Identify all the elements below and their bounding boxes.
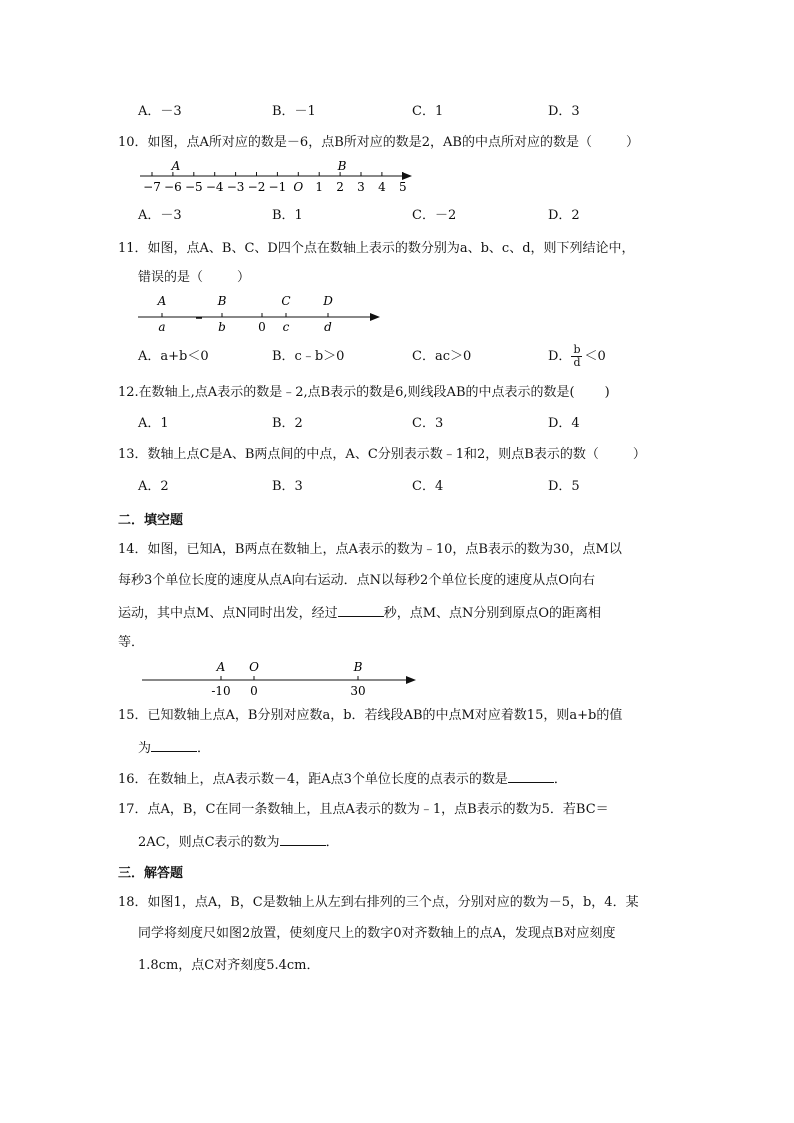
q18-line3: 1.8cm，点C对齐刻度5.4cm． [138,958,320,973]
q12-option-d[interactable]: D．4 [548,416,580,431]
q10-options [138,206,658,226]
q10-axis-tick-label: 1 [315,180,324,194]
q11-question-line1: 11．如图，点A、B、C、D四个点在数轴上表示的数分别为a、b、c、d，则下列结论中， [118,241,635,256]
q10-number-line [138,158,428,198]
q11-point-d-label: D [323,294,333,308]
q9-option-b[interactable]: B．－1 [272,104,316,119]
q14-point-o-label: O [249,660,259,674]
q11-value-d: d [324,320,332,334]
q11-number-line [138,290,388,334]
q11-option-b[interactable]: B．c﹣b＞0 [272,349,345,364]
q10-axis-tick-label: −5 [184,180,203,194]
q14-number-line [140,656,430,702]
q10-axis-tick-label: −1 [268,180,287,194]
q13-option-a[interactable]: A．2 [138,479,169,494]
q11-point-b-label: B [217,294,227,308]
q10-axis-tick-label: O [293,180,304,194]
q10-axis-tick-label: −2 [247,180,266,194]
q10-axis-tick-label: −7 [143,180,161,194]
section-answer-heading: 三．解答题 [118,866,184,881]
q11-option-d[interactable]: D． $\frac{b}{d}$ ＜0 [548,343,606,369]
q14-line3: 运动，其中点M、点N同时出发，经过 秒，点M、点N分别到原点O的距离相 [118,602,601,624]
q11-value-a: a [158,320,166,334]
q10-question: 10．如图，点A所对应的数是－6，点B所对应的数是2，AB的中点所对应的数是（ ） [118,135,639,150]
q12-question: 12.在数轴上,点A表示的数是﹣2,点B表示的数是6,则线段AB的中点表示的数是( ) [118,385,610,400]
q10-axis-tick-label: 5 [398,180,407,194]
q9-option-a[interactable]: A．－3 [138,104,182,119]
q14-value-o: 0 [250,684,258,698]
q17-line2: 2AC，则点C表示的数为 ． [138,831,339,853]
q18-line1: 18．如图1，点A，B，C是数轴上从左到右排列的三个点，分别对应的数为－5，b，4．某 [118,895,639,910]
q13-question: 13．数轴上点C是A、B两点间的中点，A、C分别表示数﹣1和2，则点B表示的数（ ） [118,447,646,462]
q10-option-a[interactable]: A．－3 [138,208,182,223]
q12-option-b[interactable]: B．2 [272,416,303,431]
q10-option-c[interactable]: C．－2 [412,208,457,223]
q10-option-b[interactable]: B．1 [272,208,303,223]
q11-option-c[interactable]: C．ac＞0 [412,349,472,364]
q14-value-a: -10 [211,684,231,698]
q16-answer-blank[interactable] [508,768,554,783]
q9-options [138,102,658,122]
q11-option-a[interactable]: A．a+b＜0 [138,349,209,364]
q11-question-line2: 错误的是（ ） [138,270,251,285]
q16-question: 16．在数轴上，点A表示数－4，距A点3个单位长度的点表示的数是 ． [118,768,567,790]
q10-axis-tick-label: 4 [378,180,386,194]
q13-options [138,477,658,497]
section-fill-in-heading: 二．填空题 [118,513,184,528]
q14-point-a-label: A [216,660,226,674]
q10-axis-tick-label: 2 [336,180,344,194]
q11-value-c: c [282,320,290,334]
q13-option-c[interactable]: C．4 [412,479,444,494]
q17-line1: 17．点A，B，C在同一条数轴上，且点A表示的数为﹣1，点B表示的数为5．若BC＝ [118,802,609,817]
q17-answer-blank[interactable] [280,831,326,846]
q10-point-b-label: B [337,159,347,173]
q12-option-a[interactable]: A．1 [138,416,169,431]
q14-line2: 每秒3个单位长度的速度从点A向右运动．点N以每秒2个单位长度的速度从点O向右 [118,573,595,588]
q11-point-a-label: A [157,294,167,308]
q11-value-zero: 0 [258,320,266,334]
q9-option-c[interactable]: C．1 [412,104,444,119]
q15-answer-blank[interactable] [151,737,197,752]
q10-axis-tick-label: −4 [205,180,224,194]
q15-line1: 15．已知数轴上点A，B分别对应数a，b．若线段AB的中点M对应着数15，则a+b的值 [118,708,623,723]
q12-option-c[interactable]: C．3 [412,416,444,431]
q18-line2: 同学将刻度尺如图2放置，使刻度尺上的数字0对齐数轴上的点A，发现点B对应刻度 [138,926,616,941]
q14-line4: 等． [118,635,145,650]
q13-option-b[interactable]: B．3 [272,479,303,494]
q11-point-c-label: C [281,294,291,308]
q11-value-b: b [218,320,226,334]
q15-line2: 为 ． [138,737,210,759]
q10-text: 10．如图，点A所对应的数是－6，点B所对应的数是2，AB的中点所对应的数是（ [118,135,592,150]
q10-axis-tick-label: −3 [226,180,245,194]
q10-point-a-label: A [171,159,181,173]
q14-point-b-label: B [353,660,363,674]
q10-axis-tick-label: −6 [164,180,182,194]
q11-option-d-fraction: $\frac{b}{d}$ [573,343,581,369]
q10-axis-tick-label: 3 [357,180,365,194]
q14-line1: 14．如图，已知A，B两点在数轴上，点A表示的数为﹣10，点B表示的数为30，点M以 [118,542,622,557]
q10-option-d[interactable]: D．2 [548,208,580,223]
q14-value-b: 30 [350,684,366,698]
q12-options [138,414,658,434]
q13-option-d[interactable]: D．5 [548,479,580,494]
q14-answer-blank[interactable] [338,602,384,617]
q11-options [138,344,658,370]
q9-option-d[interactable]: D．3 [548,104,580,119]
